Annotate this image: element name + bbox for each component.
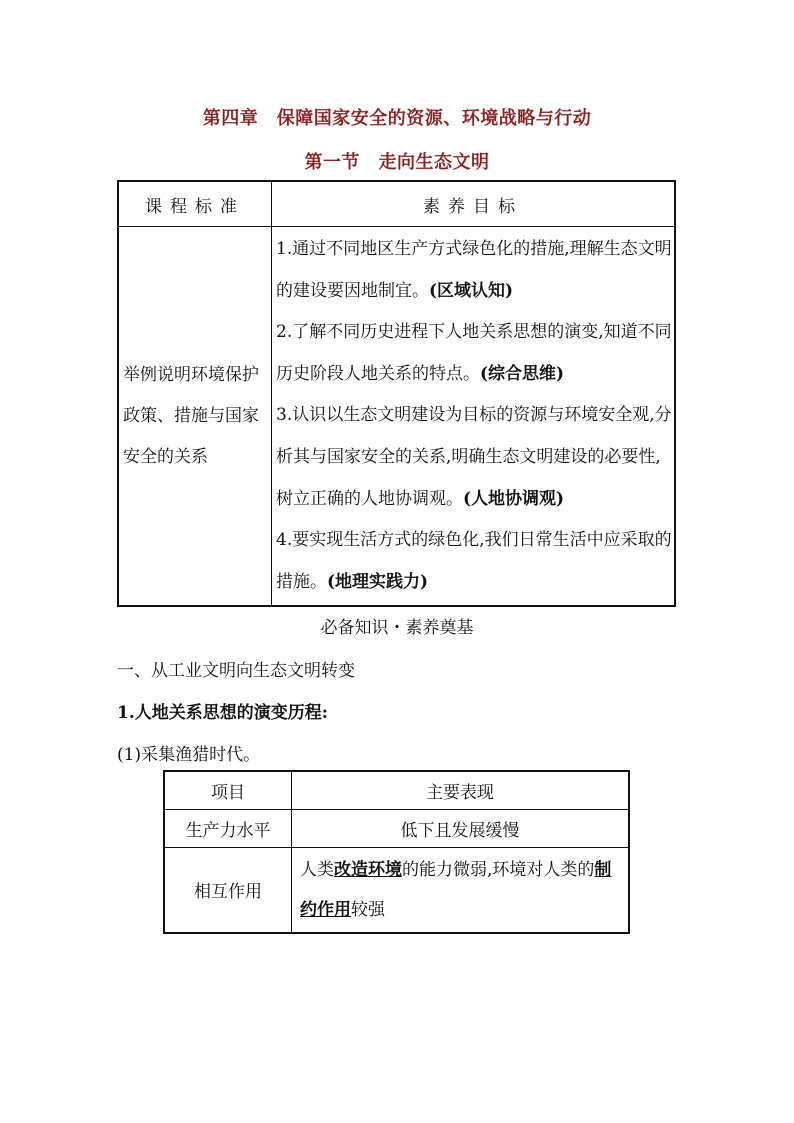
part-heading: 一、从工业文明向生态文明转变 — [117, 661, 355, 681]
header-aims: 素养目标 — [272, 181, 676, 227]
aim-tag: (人地协调观) — [463, 488, 565, 509]
table-row — [164, 809, 629, 847]
aim-item: 1.通过不同地区生产方式绿色化的措施,理解生态文明的建设要因地制宜。(区域认知) — [276, 239, 672, 301]
section-title: 第一节 走向生态文明 — [304, 152, 490, 173]
key-term: 改造环境 — [334, 859, 402, 880]
row-value: 人类改造环境的能力微弱,环境对人类的制约作用较强 — [292, 847, 630, 933]
goals-header-row — [118, 181, 675, 227]
course-standard: 举例说明环境保护政策、措施与国家安全的关系 — [118, 227, 272, 607]
aim-item: 2.了解不同历史进程下人地关系思想的演变,知道不同历史阶段人地关系的特点。(综合思维) — [276, 322, 672, 384]
row-value: 低下且发展缓慢 — [292, 809, 630, 847]
era-header-row — [164, 771, 629, 809]
aim-item: 4.要实现生活方式的绿色化,我们日常生活中应采取的措施。(地理实践力) — [276, 530, 672, 592]
header-performance: 主要表现 — [292, 771, 630, 809]
table-row — [164, 847, 629, 933]
header-item: 项目 — [164, 771, 292, 809]
header-standard: 课程标准 — [118, 181, 272, 227]
aim-item: 3.认识以生态文明建设为目标的资源与环境安全观,分析其与国家安全的关系,明确生态文明建设的必要性,树立正确的人地协调观。(人地协调观) — [276, 405, 672, 509]
literacy-aims — [272, 227, 676, 607]
era-label: (1)采集渔猎时代。 — [117, 745, 261, 765]
row-label: 生产力水平 — [164, 809, 292, 847]
goals-body-row — [118, 227, 675, 607]
chapter-title: 第四章 保障国家安全的资源、环境战略与行动 — [202, 108, 592, 129]
era-table — [163, 770, 630, 934]
point-heading: 1.人地关系思想的演变历程: — [117, 703, 329, 723]
aim-tag: (地理实践力) — [327, 571, 429, 592]
knowledge-heading: 必备知识・素养奠基 — [320, 618, 474, 638]
goals-table — [117, 180, 676, 607]
key-term: 制约作用 — [300, 859, 612, 920]
aim-tag: (区域认知) — [429, 280, 514, 301]
aim-tag: (综合思维) — [480, 363, 565, 384]
row-label: 相互作用 — [164, 847, 292, 933]
